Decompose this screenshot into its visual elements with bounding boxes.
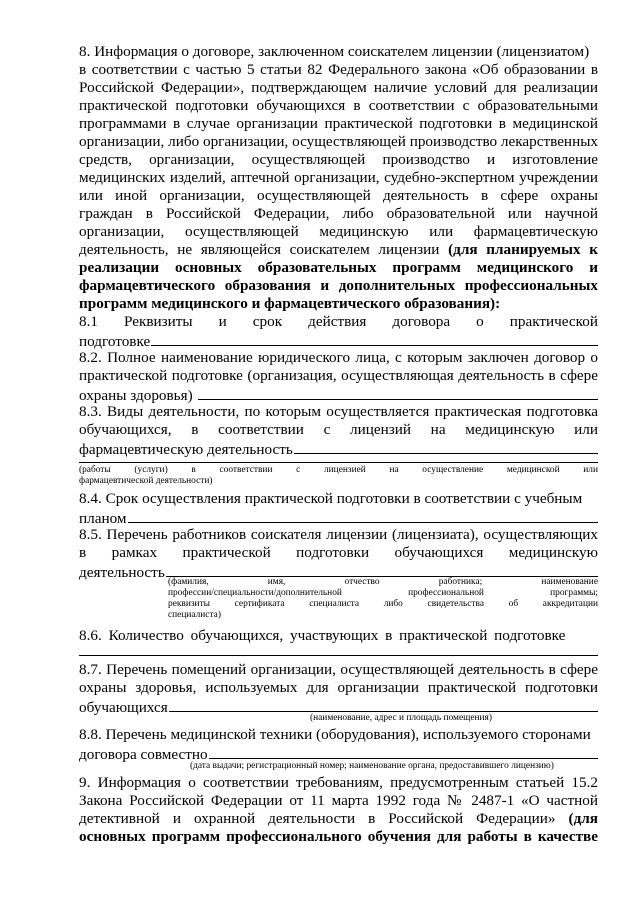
section-9-line-4: основных программ профессионального обучения для работы в качестве: [79, 828, 598, 845]
section-8-1-label: подготовке: [79, 333, 151, 349]
section-8-line-11: организации, осуществляющей медицинскую или фармацевтическую: [79, 223, 598, 240]
legal-entity-name-field[interactable]: [198, 385, 598, 400]
section-8-4-line-2: [79, 508, 598, 526]
section-9-line-3: [79, 810, 598, 828]
section-8-5-line-2: в рамках практической подготовки обучающихся медицинскую: [79, 544, 598, 561]
section-8-line-4: практической подготовки обучающихся в соответствии с образовательными: [79, 97, 598, 114]
premises-list-field[interactable]: [169, 697, 598, 712]
section-9-line-3-bold: (для: [568, 810, 598, 827]
section-8-1-line-1: 8.1 Реквизиты и срок действия договора о практической: [79, 313, 598, 330]
section-8-1-line-2: [79, 331, 598, 349]
section-8-8-line-1: 8.8. Перечень медицинской техники (оборудования), используемого сторонами: [79, 726, 591, 743]
section-8-3-line-2: обучающихся, в соответствии с лицензий на медицинскую или: [79, 421, 598, 438]
staff-list-field[interactable]: [166, 562, 598, 577]
section-8-line-5: программами в случае организации практической подготовки в медицинской: [79, 115, 598, 132]
section-8-7-line-2: охраны здоровья, используемых для организации практической подготовки: [79, 679, 598, 696]
student-count-field[interactable]: [79, 655, 598, 656]
section-8-5-note-4: специалиста): [168, 610, 221, 620]
section-8-line-2: в соответствии с частью 5 статьи 82 Федерального закона «Об образовании в: [79, 61, 598, 78]
section-8-line-9: или иной организации, осуществляющей деятельность в сфере охраны: [79, 187, 598, 204]
section-8-4-label: планом: [79, 510, 127, 526]
activity-types-field[interactable]: [294, 439, 598, 454]
section-8-line-8: медицинских изделий, аптечной организации, судебно-экспертном учреждении: [79, 169, 598, 186]
section-8-8-line-2: [79, 744, 598, 762]
section-8-3-line-3: [79, 439, 598, 457]
section-8-6-line-1: 8.6. Количество обучающихся, участвующих в практической подготовке: [79, 627, 566, 644]
contract-details-field[interactable]: [151, 331, 598, 346]
section-8-7-note-1: (наименование, адрес и площадь помещения): [310, 713, 492, 723]
section-8-3-line-1: 8.3. Виды деятельности, по которым осуществляется практическая подготовка: [79, 403, 598, 420]
section-8-5-label: деятельность: [79, 564, 165, 580]
section-8-3-note-1: (работы (услуги) в соответствии с лицензией на осуществление медицинской или: [79, 465, 598, 475]
activity-types-field-continuation[interactable]: [79, 462, 598, 463]
section-8-2-line-3: [79, 385, 598, 403]
section-8-2-line-2: практической подготовке (организация, осуществляющая деятельность в сфере: [79, 367, 598, 384]
section-8-8-label: договора совместно: [79, 746, 208, 762]
section-8-3-note-2: фармацевтической деятельности): [79, 476, 213, 486]
section-8-3-label: фармацевтическую деятельность: [79, 441, 293, 457]
equipment-list-field[interactable]: [209, 744, 598, 759]
section-9-line-2: Закона Российской Федерации от 11 марта 1992 года № 2487-1 «О частной: [79, 792, 598, 809]
section-9-line-3-normal: детективной и охранной деятельности в Российской Федерации»: [79, 810, 556, 827]
section-8-line-3: Российской Федерации», подтверждающем наличие условий для реализации: [79, 79, 598, 96]
section-8-line-10: граждан в Российской Федерации, либо образовательной или научной: [79, 205, 598, 222]
section-8-2-label: охраны здоровья): [79, 387, 193, 403]
section-8-line-12: [79, 241, 598, 259]
section-8-5-note-2: профессии/специальности/дополнительной профессиональной программы;: [168, 588, 598, 598]
section-8-2-line-1: 8.2. Полное наименование юридического лица, с которым заключен договор о: [79, 349, 598, 366]
section-8-5-note-1: (фамилия, имя, отчество работника; наименование: [168, 577, 598, 587]
practice-period-field[interactable]: [128, 508, 599, 523]
section-8-4-line-1: 8.4. Срок осуществления практической подготовки в соответствии с учебным: [79, 490, 583, 507]
section-9-line-1: 9. Информация о соответствии требованиям, предусмотренным статьей 15.2: [79, 774, 598, 791]
section-8-line-12-bold: (для планируемых к: [448, 241, 598, 258]
section-8-line-7: средств, организации, осуществляющей производство и изготовление: [79, 151, 598, 168]
section-8-5-note-3: реквизиты сертификата специалиста либо свидетельства об аккредитации: [168, 599, 598, 609]
section-8-line-6: организации, либо организации, осуществляющей производство лекарственных: [79, 133, 598, 150]
section-8-7-label: обучающихся: [79, 699, 168, 715]
section-8-line-14: фармацевтического образования и дополнительных профессиональных: [79, 277, 598, 294]
section-8-5-line-1: 8.5. Перечень работников соискателя лицензии (лицензиата), осуществляющих: [79, 526, 598, 543]
section-8-line-12-normal: деятельность, не являющейся соискателем лицензии: [79, 241, 440, 258]
section-8-7-line-1: 8.7. Перечень помещений организации, осуществляющей деятельность в сфере: [79, 661, 598, 678]
section-8-line-13: реализации основных образовательных программ медицинского и: [79, 259, 598, 276]
section-8-line-15: программ медицинского и фармацевтического образования):: [79, 295, 501, 312]
section-8-line-1: 8. Информация о договоре, заключенном соискателем лицензии (лицензиатом): [79, 43, 590, 60]
section-8-8-note-1: (дата выдачи; регистрационный номер; наименование органа, предоставившего лицензию): [190, 761, 554, 771]
